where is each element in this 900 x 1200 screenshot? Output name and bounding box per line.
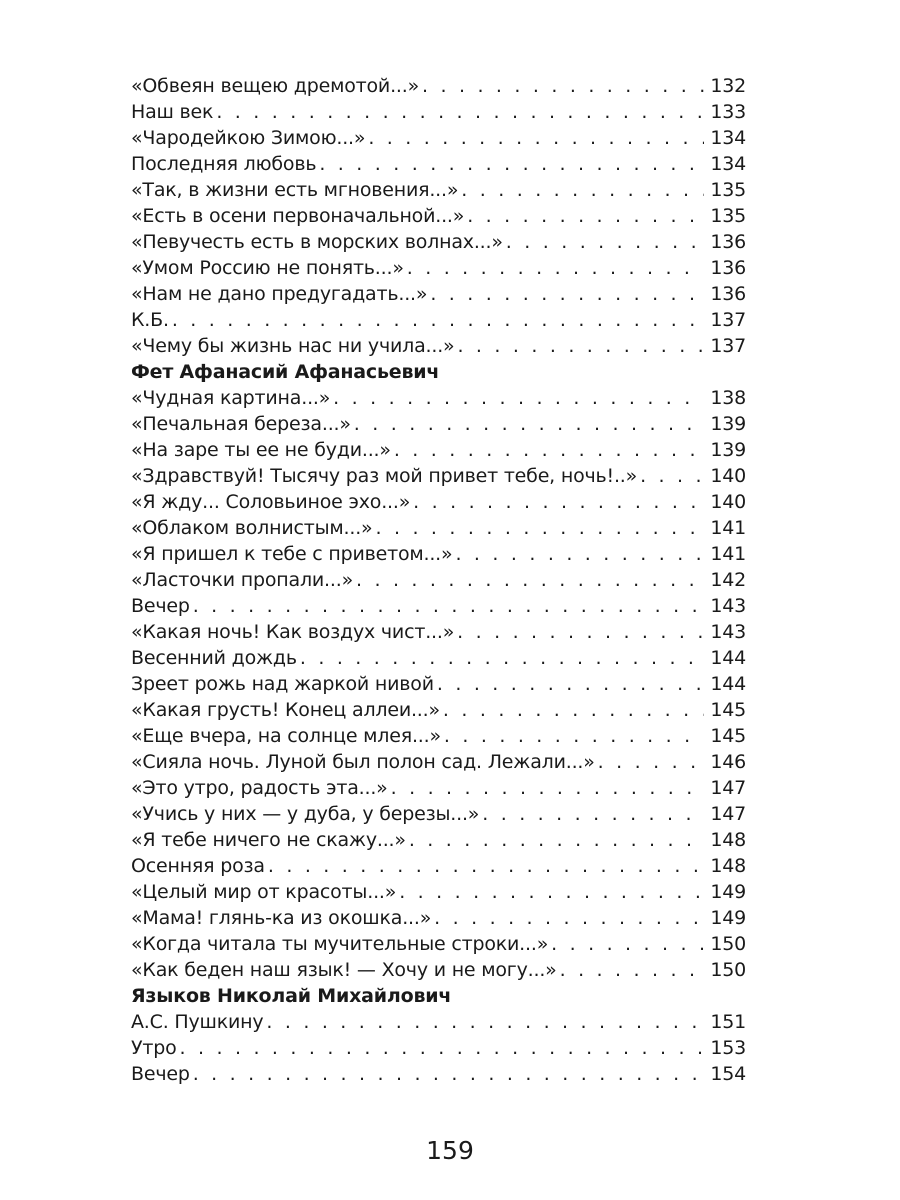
toc-entry-title: «Ласточки пропали...»	[131, 569, 353, 591]
toc-entry-page: 136	[710, 231, 746, 253]
toc-entry-page: 144	[710, 647, 746, 669]
dot-leader	[434, 905, 704, 931]
toc-entry-page: 137	[710, 309, 746, 331]
dot-leader	[368, 125, 704, 151]
toc-entry	[131, 385, 746, 411]
toc-entry-title: Весенний дождь	[131, 647, 297, 669]
dot-leader	[333, 385, 704, 411]
dot-leader	[506, 229, 705, 255]
dot-leader	[457, 333, 704, 359]
dot-leader	[193, 1061, 705, 1087]
dot-leader	[376, 515, 705, 541]
toc-entry	[131, 515, 746, 541]
dot-leader	[216, 99, 704, 125]
toc-entry	[131, 697, 746, 723]
toc-entry-title: «Нам не дано предугадать...»	[131, 283, 428, 305]
toc-entry-page: 149	[710, 907, 746, 929]
toc-entry-title: «Я тебе ничего не скажу...»	[131, 829, 406, 851]
toc-entry-page: 139	[710, 439, 746, 461]
dot-leader	[319, 151, 704, 177]
toc-entry-title: «Мама! глянь-ка из окошка...»	[131, 907, 432, 929]
toc-entry-title: «Есть в осени первоначальной...»	[131, 205, 465, 227]
toc-entry-page: 136	[710, 283, 746, 305]
toc-entry	[131, 671, 746, 697]
toc-entry-title: «Какая грусть! Конец аллеи...»	[131, 699, 440, 721]
page-number: 159	[426, 1136, 474, 1165]
dot-leader	[455, 541, 704, 567]
toc-entry-page: 141	[710, 517, 746, 539]
dot-leader	[193, 593, 705, 619]
toc-entry	[131, 879, 746, 905]
toc-entry-title: Зреет рожь над жаркой нивой	[131, 673, 434, 695]
toc-entry-page: 140	[710, 491, 746, 513]
toc-entry-title: «Чудная картина...»	[131, 387, 331, 409]
toc-entry-page: 133	[710, 101, 746, 123]
toc-entry-page: 136	[710, 257, 746, 279]
toc-entry-page: 142	[710, 569, 746, 591]
toc-entry-title: «Так, в жизни есть мгновения...»	[131, 179, 459, 201]
toc-entry	[131, 203, 746, 229]
toc-entry-title: А.С. Пушкину	[131, 1011, 264, 1033]
toc-entry-page: 134	[710, 127, 746, 149]
toc-entry-page: 144	[710, 673, 746, 695]
toc-entry-page: 135	[710, 179, 746, 201]
toc-entry-title: К.Б.	[131, 309, 169, 331]
dot-leader	[443, 697, 704, 723]
toc-entry	[131, 593, 746, 619]
toc-entry	[131, 1035, 746, 1061]
toc-entry-title: «Чародейкою Зимою...»	[131, 127, 366, 149]
toc-entry	[131, 541, 746, 567]
toc-entry	[131, 281, 746, 307]
toc-entry	[131, 1009, 746, 1035]
toc-entry	[131, 957, 746, 983]
toc-entry	[131, 125, 746, 151]
toc-entry-page: 135	[710, 205, 746, 227]
toc-entry-page: 145	[710, 725, 746, 747]
dot-leader	[437, 671, 704, 697]
toc-entry	[131, 333, 746, 359]
dot-leader	[356, 567, 704, 593]
dot-leader	[180, 1035, 705, 1061]
toc-entry-page: 147	[710, 803, 746, 825]
dot-leader	[444, 723, 704, 749]
toc-entry-title: «Облаком волнистым...»	[131, 517, 373, 539]
toc-entry	[131, 229, 746, 255]
dot-leader	[430, 281, 704, 307]
dot-leader	[598, 749, 705, 775]
toc-entry	[131, 99, 746, 125]
dot-leader	[467, 203, 704, 229]
toc-entry	[131, 437, 746, 463]
toc-entry	[131, 489, 746, 515]
dot-leader	[413, 489, 704, 515]
dot-leader	[407, 255, 705, 281]
toc-entry	[131, 827, 746, 853]
toc-entry-title: Осенняя роза	[131, 855, 265, 877]
toc-entry	[131, 567, 746, 593]
toc-entry-page: 132	[710, 75, 746, 97]
dot-leader	[482, 801, 704, 827]
author-heading: Фет Афанасий Афанасьевич	[131, 361, 440, 383]
toc-entry-page: 151	[710, 1011, 746, 1033]
toc-entry	[131, 905, 746, 931]
dot-leader	[394, 437, 705, 463]
toc-entry-page: 138	[710, 387, 746, 409]
toc-entry-title: «Обвеян вещею дремотой...»	[131, 75, 420, 97]
toc-entry-page: 145	[710, 699, 746, 721]
dot-leader	[268, 853, 704, 879]
dot-leader	[551, 931, 704, 957]
toc-entry-title: «Еще вчера, на солнце млея...»	[131, 725, 441, 747]
dot-leader	[409, 827, 705, 853]
toc-entry-page: 153	[710, 1037, 746, 1059]
toc-entry	[131, 749, 746, 775]
toc-entry-title: Вечер	[131, 1063, 190, 1085]
toc-entry-title: «Умом Россию не понять...»	[131, 257, 404, 279]
dot-leader	[560, 957, 705, 983]
toc-entry-title: «Чему бы жизнь нас ни учила...»	[131, 335, 455, 357]
toc-entry-page: 150	[710, 959, 746, 981]
toc-entry-title: «На заре ты ее не буди...»	[131, 439, 391, 461]
dot-leader	[300, 645, 704, 671]
toc-entry-title: Последняя любовь	[131, 153, 317, 175]
toc-entry	[131, 853, 746, 879]
table-of-contents	[131, 73, 746, 1087]
toc-entry-page: 148	[710, 829, 746, 851]
toc-entry-page: 149	[710, 881, 746, 903]
toc-entry-page: 147	[710, 777, 746, 799]
toc-entry-page: 137	[710, 335, 746, 357]
toc-entry-page: 150	[710, 933, 746, 955]
toc-entry-title: «Целый мир от красоты...»	[131, 881, 397, 903]
toc-entry-page: 154	[710, 1063, 746, 1085]
toc-entry	[131, 801, 746, 827]
toc-entry	[131, 307, 746, 333]
toc-entry-page: 139	[710, 413, 746, 435]
toc-entry-title: «Какая ночь! Как воздух чист...»	[131, 621, 455, 643]
toc-entry-title: «Печальная береза...»	[131, 413, 351, 435]
toc-entry-title: «Здравствуй! Тысячу раз мой привет тебе, ночь!..»	[131, 465, 638, 487]
dot-leader	[172, 307, 705, 333]
toc-entry-page: 143	[710, 621, 746, 643]
dot-leader	[640, 463, 704, 489]
toc-entry	[131, 151, 746, 177]
toc-entry-title: «Это утро, радость эта...»	[131, 777, 388, 799]
toc-entry	[131, 411, 746, 437]
toc-entry	[131, 619, 746, 645]
toc-entry	[131, 255, 746, 281]
toc-entry-title: «Как беден наш язык! — Хочу и не могу...»	[131, 959, 557, 981]
toc-entry	[131, 73, 746, 99]
toc-entry	[131, 775, 746, 801]
toc-entry-page: 148	[710, 855, 746, 877]
toc-entry-title: Вечер	[131, 595, 190, 617]
toc-entry-title: «Певучесть есть в морских волнах...»	[131, 231, 503, 253]
dot-leader	[422, 73, 704, 99]
toc-entry	[131, 177, 746, 203]
toc-entry-page: 134	[710, 153, 746, 175]
toc-entry	[131, 463, 746, 489]
toc-entry-title: «Сияла ночь. Луной был полон сад. Лежали...»	[131, 751, 595, 773]
toc-entry	[131, 931, 746, 957]
toc-entry-title: Наш век	[131, 101, 214, 123]
dot-leader	[266, 1009, 704, 1035]
toc-entry	[131, 723, 746, 749]
toc-entry-page: 141	[710, 543, 746, 565]
toc-entry-title: «Я пришел к тебе с приветом...»	[131, 543, 453, 565]
dot-leader	[399, 879, 704, 905]
toc-entry	[131, 1061, 746, 1087]
dot-leader	[391, 775, 705, 801]
dot-leader	[354, 411, 705, 437]
toc-entry-title: Утро	[131, 1037, 177, 1059]
toc-entry-title: «Когда читала ты мучительные строки...»	[131, 933, 549, 955]
toc-entry-title: «Я жду... Соловьиное эхо...»	[131, 491, 411, 513]
toc-entry-page: 140	[710, 465, 746, 487]
toc-entry-page: 146	[710, 751, 746, 773]
author-heading: Языков Николай Михайлович	[131, 985, 452, 1007]
dot-leader	[461, 177, 704, 203]
toc-entry-page: 143	[710, 595, 746, 617]
toc-entry-title: «Учись у них — у дуба, у березы...»	[131, 803, 480, 825]
dot-leader	[457, 619, 704, 645]
toc-entry	[131, 645, 746, 671]
